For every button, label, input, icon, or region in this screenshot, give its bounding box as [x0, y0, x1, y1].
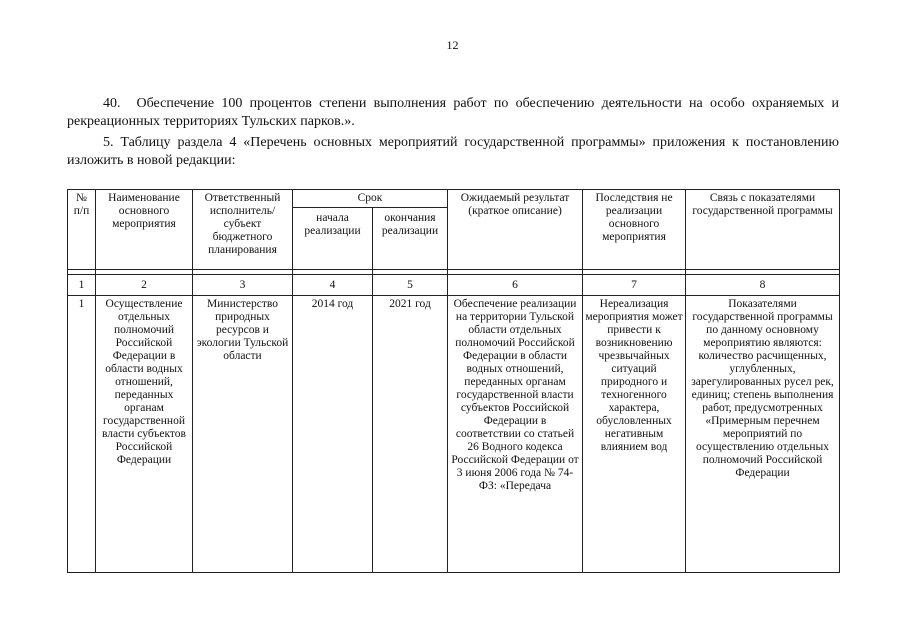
header-result: Ожидаемый результат (краткое описание) [448, 190, 583, 270]
cell-name: Осуществление отдельных полномочий Российской Федерации в области водных отношений, переданных органам государственной власти субъектов Российской Федерации [96, 296, 193, 573]
header-term-end: окончания реализации [373, 208, 448, 270]
column-number: 3 [193, 275, 293, 296]
column-number: 6 [448, 275, 583, 296]
header-term: Срок [293, 190, 448, 208]
column-number: 7 [583, 275, 686, 296]
cell-executor: Министерство природных ресурсов и экологии Тульской области [193, 296, 293, 573]
paragraph-number: 40. [103, 96, 121, 111]
header-link: Связь с показателями государственной программы [686, 190, 840, 270]
cell-consequences: Нереализация мероприятия может привести к возникновению чрезвычайных ситуаций природного и техногенного характера, обусловленных негативным влиянием вод [583, 296, 686, 573]
column-number-row [68, 275, 840, 296]
cell-result: Обеспечение реализации на территории Тульской области отдельных полномочий Российской Федерации в области водных отношений, переданных органам государственной власти субъектов Российской Федерации в соответствии со статьей 26 Водного кодекса Российской Федерации от 3 июня 2006 года № 74-ФЗ: «Передача [448, 296, 583, 573]
header-term-start: начала реализации [293, 208, 373, 270]
paragraph-text: Обеспечение 100 процентов степени выполнения работ по обеспечению деятельности на особо охраняемых и рекреационных территориях Тульских парков.». [67, 96, 839, 129]
header-consequences: Последствия не реализации основного мероприятия [583, 190, 686, 270]
header-name: Наименование основного мероприятия [96, 190, 193, 270]
measures-table [67, 189, 840, 573]
column-number: 2 [96, 275, 193, 296]
cell-end: 2021 год [373, 296, 448, 573]
header-num: № п/п [68, 190, 96, 270]
column-number: 5 [373, 275, 448, 296]
column-number: 4 [293, 275, 373, 296]
paragraph-5: 5. Таблицу раздела 4 «Перечень основных мероприятий государственной программы» приложения к постановлению изложить в новой редакции: [67, 135, 839, 168]
cell-start: 2014 год [293, 296, 373, 573]
page-number: 12 [446, 38, 459, 52]
header-executor: Ответственный исполнитель/ субъект бюджетного планирования [193, 190, 293, 270]
paragraph-40 [67, 95, 839, 131]
column-number: 1 [68, 275, 96, 296]
cell-link: Показателями государственной программы по данному основному мероприятию являются: количество расчищенных, углубленных, зарегулированных русел рек, единиц; степень выполнения работ, предусмотренных «Примерным перечнем мероприятий по осуществлению отдельных полномочий Российской Федерации [686, 296, 840, 573]
table-row [68, 296, 840, 573]
cell-num: 1 [68, 296, 96, 573]
column-number: 8 [686, 275, 840, 296]
